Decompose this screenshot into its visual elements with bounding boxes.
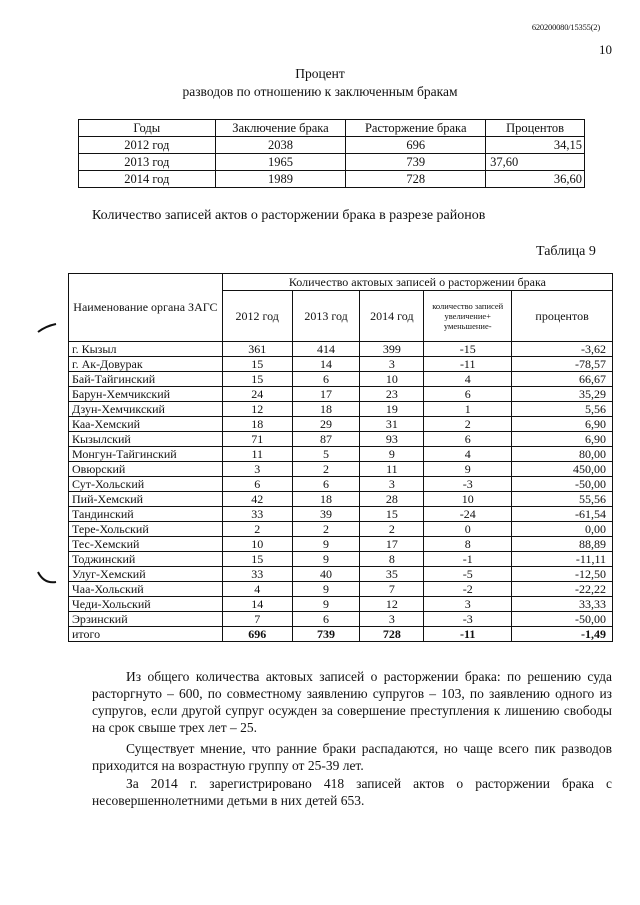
table-cell: 399: [360, 342, 424, 357]
table-cell: 55,56: [512, 492, 613, 507]
table-cell: -3,62: [512, 342, 613, 357]
table-cell: -11: [424, 357, 512, 372]
table-cell: 1: [424, 402, 512, 417]
district-name: Тандинский: [69, 507, 223, 522]
table-row: [69, 462, 613, 477]
paragraph: Из общего количества актовых записей о расторжении брака: по решению суда расторгнуто – 600, по совместному заявлению супругов – 103, по заявлению одного из супругов, если другой супруг осужден за совершение преступления к лишению свободы на срок свыше трех лет – 25.: [92, 669, 612, 735]
table1-title-line2: разводов по отношению к заключенным бракам: [182, 84, 458, 99]
table-cell: -61,54: [512, 507, 613, 522]
table-cell: 6: [292, 372, 360, 387]
paragraph: За 2014 г. зарегистрировано 418 записей актов о расторжении брака с несовершеннолетними детьми в них детей 653.: [92, 776, 612, 808]
table-cell: 33: [222, 507, 292, 522]
table-row: [69, 447, 613, 462]
table-cell: -22,22: [512, 582, 613, 597]
table-cell: 450,00: [512, 462, 613, 477]
table-cell: 18: [292, 402, 360, 417]
table-cell: 15: [222, 372, 292, 387]
table-cell: 9: [424, 462, 512, 477]
divorce-ratio-table: [78, 119, 585, 188]
table-cell: 3: [424, 597, 512, 612]
table-row: [69, 492, 613, 507]
table-header-row: [69, 274, 613, 291]
table-cell: 5,56: [512, 402, 613, 417]
district-name: Эрзинский: [69, 612, 223, 627]
table-cell: -2: [424, 582, 512, 597]
table-cell: 361: [222, 342, 292, 357]
table-cell: 40: [292, 567, 360, 582]
district-name: Монгун-Тайгинский: [69, 447, 223, 462]
column-header: Годы: [79, 120, 216, 137]
table-cell: -3: [424, 612, 512, 627]
district-name: Тоджинский: [69, 552, 223, 567]
table-cell: 14: [222, 597, 292, 612]
table-cell: -78,57: [512, 357, 613, 372]
table-cell: 6: [424, 387, 512, 402]
table-cell: 2: [360, 522, 424, 537]
district-name: Тес-Хемский: [69, 537, 223, 552]
district-name: Чаа-Хольский: [69, 582, 223, 597]
table-cell: 0,00: [512, 522, 613, 537]
column-header-year: 2012 год: [222, 291, 292, 342]
table-cell: 24: [222, 387, 292, 402]
table-cell: 2: [292, 462, 360, 477]
table-cell: 7: [360, 582, 424, 597]
table-row: [79, 154, 585, 171]
table-cell: 3: [222, 462, 292, 477]
table-cell: -1,49: [512, 627, 613, 642]
column-header-year: 2013 год: [292, 291, 360, 342]
table-cell: 2: [222, 522, 292, 537]
table-cell: 9: [292, 582, 360, 597]
table-cell: 4: [222, 582, 292, 597]
table-cell: 39: [292, 507, 360, 522]
table-cell: 28: [360, 492, 424, 507]
column-header: Заключение брака: [215, 120, 346, 137]
table-cell: 37,60: [486, 154, 585, 171]
table-cell: 3: [360, 357, 424, 372]
table-cell: 6: [222, 477, 292, 492]
table-cell: 31: [360, 417, 424, 432]
table-cell: 739: [292, 627, 360, 642]
table-cell: 2014 год: [79, 171, 216, 188]
table-cell: 15: [360, 507, 424, 522]
table-cell: 36,60: [486, 171, 585, 188]
table-cell: 696: [346, 137, 486, 154]
table-cell: 17: [292, 387, 360, 402]
table-cell: 8: [360, 552, 424, 567]
district-name: Чеди-Хольский: [69, 597, 223, 612]
table-cell: 15: [222, 552, 292, 567]
table-header-row: [79, 120, 585, 137]
table-cell: 11: [222, 447, 292, 462]
column-header-group: Количество актовых записей о расторжении брака: [222, 274, 612, 291]
table-cell: 6: [424, 432, 512, 447]
table-cell: 728: [360, 627, 424, 642]
table-cell: 35: [360, 567, 424, 582]
table-cell: 15: [222, 357, 292, 372]
table-cell: -1: [424, 552, 512, 567]
table-row: [69, 342, 613, 357]
district-name: Кызылский: [69, 432, 223, 447]
table-row: [69, 537, 613, 552]
table-cell: 728: [346, 171, 486, 188]
table-cell: 9: [292, 597, 360, 612]
table-cell: -11: [424, 627, 512, 642]
table-cell: 414: [292, 342, 360, 357]
table-cell: 1965: [215, 154, 346, 171]
table-cell: 2012 год: [79, 137, 216, 154]
table-cell: -50,00: [512, 612, 613, 627]
table-row: [69, 372, 613, 387]
table-cell: 2: [292, 522, 360, 537]
table-row: [69, 477, 613, 492]
paragraph: Существует мнение, что ранние браки распадаются, но чаще всего пик разводов приходится на возрастную группу от 25-39 лет.: [92, 741, 612, 773]
table-cell: 23: [360, 387, 424, 402]
column-header: Расторжение брака: [346, 120, 486, 137]
table-cell: 71: [222, 432, 292, 447]
table-cell: 12: [222, 402, 292, 417]
column-header-change: количество записей увеличение+ уменьшение-: [424, 291, 512, 342]
column-header-name: Наименование органа ЗАГС: [69, 274, 223, 342]
table-cell: 739: [346, 154, 486, 171]
page-number: 10: [599, 42, 612, 57]
table-cell: 10: [424, 492, 512, 507]
table-row: [69, 417, 613, 432]
table-cell: 2013 год: [79, 154, 216, 171]
table-cell: 18: [222, 417, 292, 432]
table-cell: 1989: [215, 171, 346, 188]
table-cell: 6: [292, 477, 360, 492]
district-divorce-table: [68, 273, 613, 642]
district-name: Бай-Тайгинский: [69, 372, 223, 387]
table-cell: 12: [360, 597, 424, 612]
table-cell: -50,00: [512, 477, 613, 492]
section-title: Количество записей актов о расторжении брака в разрезе районов: [92, 208, 486, 223]
table-cell: 4: [424, 372, 512, 387]
table-cell: 87: [292, 432, 360, 447]
table1-title-line1: Процент: [295, 66, 345, 81]
district-name: г. Ак-Довурак: [69, 357, 223, 372]
table-cell: 9: [360, 447, 424, 462]
table-cell: 10: [360, 372, 424, 387]
document-id: 620200080/15355(2): [531, 22, 600, 32]
table-cell: 66,67: [512, 372, 613, 387]
table-cell: 80,00: [512, 447, 613, 462]
table-cell: 2: [424, 417, 512, 432]
table-cell: 34,15: [486, 137, 585, 154]
table-cell: 0: [424, 522, 512, 537]
table-cell: 7: [222, 612, 292, 627]
column-header: Процентов: [486, 120, 585, 137]
table-cell: -12,50: [512, 567, 613, 582]
district-name: г. Кызыл: [69, 342, 223, 357]
table-cell: 42: [222, 492, 292, 507]
table-row: [69, 582, 613, 597]
table-cell: 696: [222, 627, 292, 642]
table-row: [69, 432, 613, 447]
table-cell: 4: [424, 447, 512, 462]
table-cell: 2038: [215, 137, 346, 154]
table-cell: 19: [360, 402, 424, 417]
table-cell: 3: [360, 477, 424, 492]
table-row: [69, 612, 613, 627]
table-cell: 33,33: [512, 597, 613, 612]
table-cell: -15: [424, 342, 512, 357]
column-header-year: 2014 год: [360, 291, 424, 342]
table-cell: 6,90: [512, 432, 613, 447]
district-name: Улуг-Хемский: [69, 567, 223, 582]
table-row: [79, 171, 585, 188]
table-cell: 29: [292, 417, 360, 432]
table-row: [79, 137, 585, 154]
district-name: Сут-Хольский: [69, 477, 223, 492]
table-row: [69, 567, 613, 582]
table-cell: -3: [424, 477, 512, 492]
table-row: [69, 522, 613, 537]
district-name: Барун-Хемчикский: [69, 387, 223, 402]
table-cell: 9: [292, 552, 360, 567]
margin-mark-icon: [36, 570, 58, 588]
column-header-percent: процентов: [512, 291, 613, 342]
table-row: [69, 357, 613, 372]
table-cell: 3: [360, 612, 424, 627]
table-cell: 9: [292, 537, 360, 552]
table-row: [69, 387, 613, 402]
district-name: Дзун-Хемчикский: [69, 402, 223, 417]
table-cell: 10: [222, 537, 292, 552]
table-cell: 14: [292, 357, 360, 372]
table-cell: 33: [222, 567, 292, 582]
table-row: [69, 597, 613, 612]
table-cell: 5: [292, 447, 360, 462]
table-row: [69, 552, 613, 567]
table-label: Таблица 9: [536, 244, 596, 259]
total-row: [69, 627, 613, 642]
table-cell: 35,29: [512, 387, 613, 402]
margin-mark-icon: [36, 322, 58, 336]
table-cell: 6: [292, 612, 360, 627]
table-cell: 88,89: [512, 537, 613, 552]
district-name: итого: [69, 627, 223, 642]
table-cell: 18: [292, 492, 360, 507]
table-cell: -5: [424, 567, 512, 582]
table-cell: 93: [360, 432, 424, 447]
table-cell: 6,90: [512, 417, 613, 432]
table-cell: 8: [424, 537, 512, 552]
table-cell: -24: [424, 507, 512, 522]
table-cell: 17: [360, 537, 424, 552]
table-cell: 11: [360, 462, 424, 477]
district-name: Овюрский: [69, 462, 223, 477]
table-cell: -11,11: [512, 552, 613, 567]
table-row: [69, 402, 613, 417]
district-name: Тере-Хольский: [69, 522, 223, 537]
table-row: [69, 507, 613, 522]
district-name: Пий-Хемский: [69, 492, 223, 507]
district-name: Каа-Хемский: [69, 417, 223, 432]
